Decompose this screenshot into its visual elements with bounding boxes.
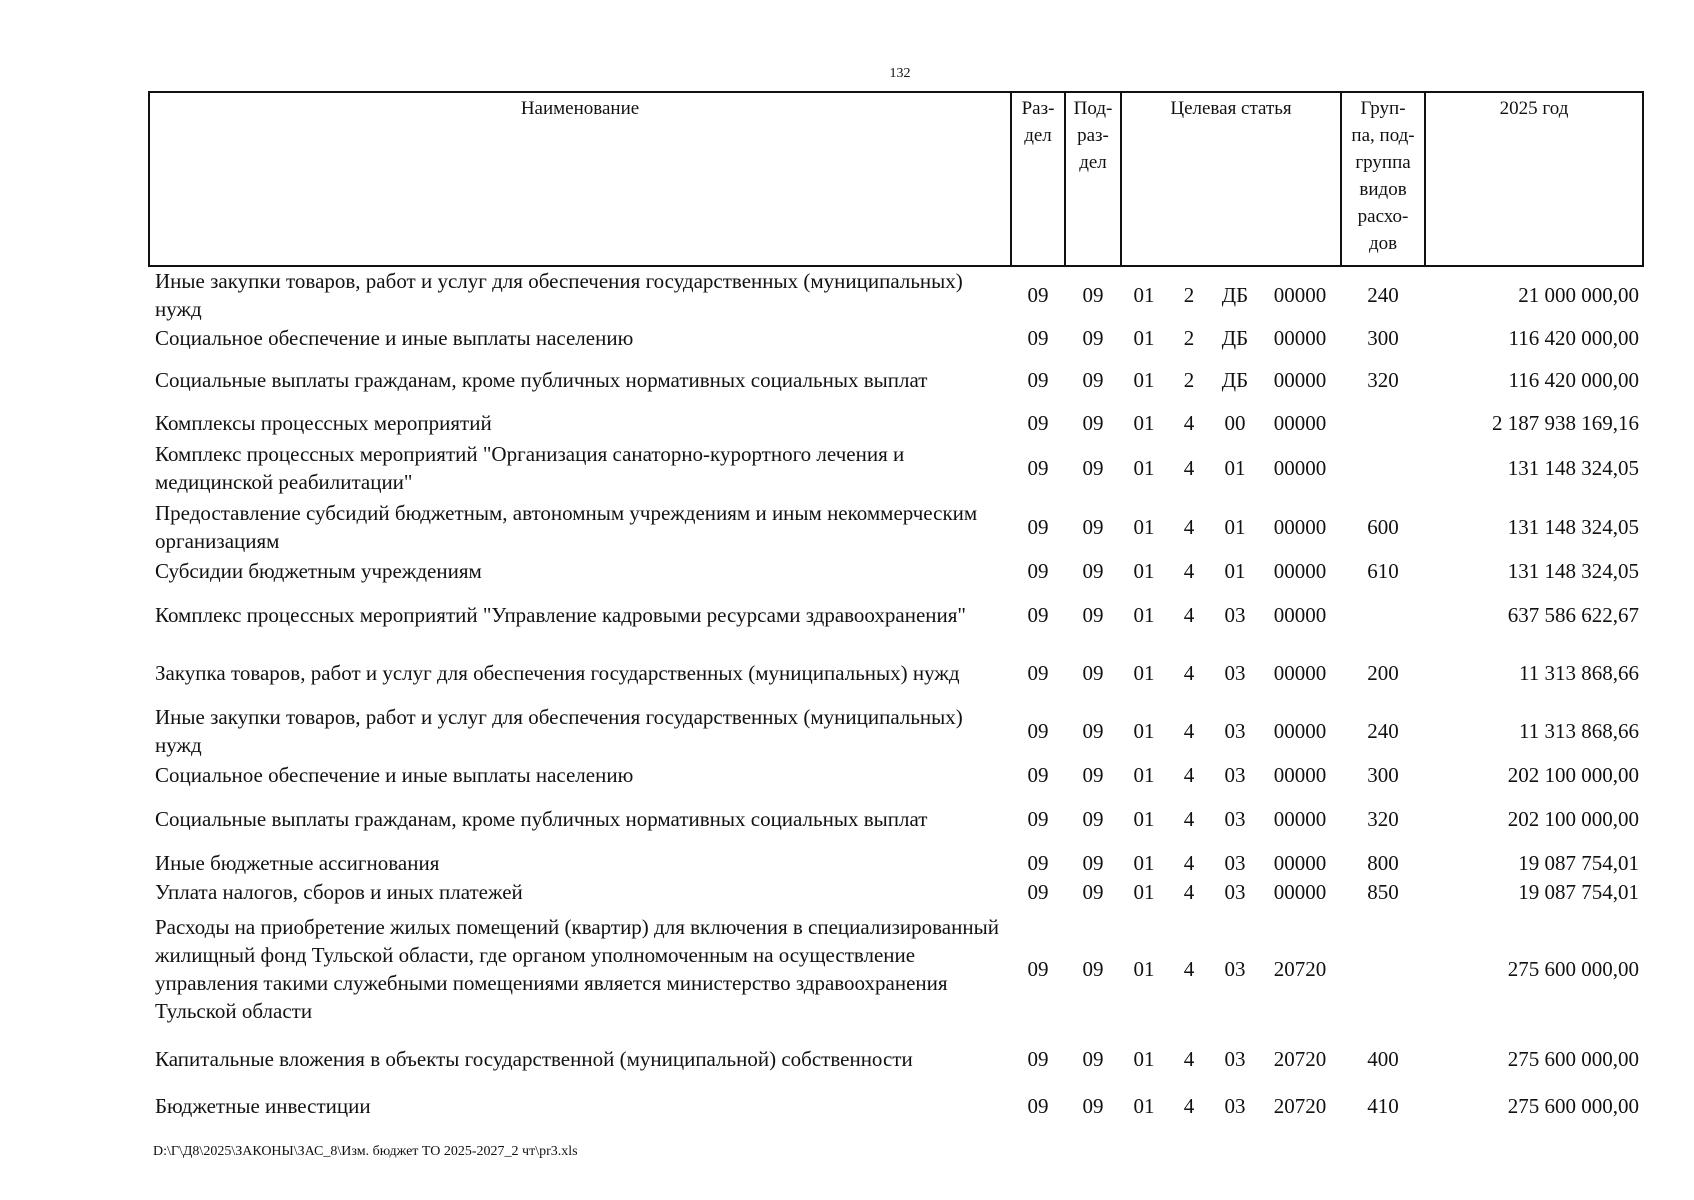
row-target-type: 4 — [1183, 603, 1195, 627]
row-target-part: 00 — [1224, 411, 1246, 435]
row-target-type: 4 — [1183, 763, 1195, 787]
row-target-direction: 00000 — [1273, 559, 1327, 583]
budget-table — [148, 91, 1644, 1126]
row-amount: 11 313 868,66 — [1519, 661, 1640, 685]
row-target-part: ДБ — [1221, 325, 1249, 350]
table-row — [149, 498, 1643, 556]
row-name: Иные закупки товаров, работ и услуг для обеспечения государственных (муниципальных) нужд — [155, 269, 963, 321]
table-row — [149, 323, 1643, 352]
row-target-part: 03 — [1224, 661, 1246, 685]
row-podrazdel: 09 — [1082, 559, 1104, 583]
row-expense-group — [1341, 906, 1425, 1032]
header-year: 2025 год — [1425, 92, 1643, 266]
table-row — [149, 266, 1643, 323]
row-target-type: 4 — [1183, 559, 1195, 583]
table-row — [149, 906, 1643, 1032]
row-target-direction: 00000 — [1273, 368, 1327, 392]
row-razdel: 09 — [1027, 559, 1049, 583]
row-expense-group: 400 — [1367, 1047, 1399, 1071]
row-target-program: 01 — [1133, 603, 1155, 627]
row-target-program: 01 — [1133, 957, 1155, 981]
row-amount: 116 420 000,00 — [1508, 325, 1640, 350]
row-target-direction: 00000 — [1273, 603, 1327, 627]
table-row — [149, 408, 1643, 438]
row-name: Субсидии бюджетным учреждениям — [155, 559, 482, 583]
row-amount: 637 586 622,67 — [1507, 603, 1640, 627]
row-name: Социальные выплаты гражданам, кроме публичных нормативных социальных выплат — [155, 807, 928, 831]
row-target-program: 01 — [1133, 807, 1155, 831]
row-target-program: 01 — [1133, 411, 1155, 435]
row-amount: 19 087 754,01 — [1518, 850, 1640, 875]
row-target-type: 2 — [1183, 325, 1195, 350]
table-row — [149, 586, 1643, 644]
row-podrazdel: 09 — [1082, 1047, 1104, 1071]
header-name: Наименование — [149, 92, 1011, 266]
row-target-part: 01 — [1224, 559, 1246, 583]
row-target-direction: 20720 — [1273, 1094, 1327, 1118]
header-target: Целевая статья — [1121, 92, 1341, 266]
row-amount: 11 313 868,66 — [1519, 719, 1640, 743]
row-expense-group: 410 — [1367, 1094, 1399, 1118]
row-target-direction: 00000 — [1273, 719, 1327, 743]
table-row — [149, 760, 1643, 790]
row-expense-group: 610 — [1367, 559, 1399, 583]
row-razdel: 09 — [1027, 603, 1049, 627]
row-target-direction: 00000 — [1273, 763, 1327, 787]
row-razdel: 09 — [1027, 850, 1049, 875]
row-target-part: 03 — [1224, 603, 1246, 627]
row-target-type: 4 — [1183, 807, 1195, 831]
row-podrazdel: 09 — [1082, 411, 1104, 435]
row-target-type: 4 — [1183, 1094, 1195, 1118]
row-name: Уплата налогов, сборов и иных платежей — [155, 879, 523, 904]
row-amount: 131 148 324,05 — [1507, 515, 1640, 539]
row-target-part: 03 — [1224, 1094, 1246, 1118]
row-target-program: 01 — [1133, 456, 1155, 480]
row-podrazdel: 09 — [1082, 850, 1104, 875]
row-target-program: 01 — [1133, 283, 1155, 307]
row-target-type: 4 — [1183, 1047, 1195, 1071]
table-row — [149, 1032, 1643, 1086]
row-target-direction: 20720 — [1273, 957, 1327, 981]
row-podrazdel: 09 — [1082, 603, 1104, 627]
row-razdel: 09 — [1027, 515, 1049, 539]
row-target-type: 4 — [1183, 957, 1195, 981]
row-name: Бюджетные инвестиции — [155, 1094, 371, 1118]
row-razdel: 09 — [1027, 456, 1049, 480]
row-amount: 19 087 754,01 — [1518, 879, 1640, 904]
row-razdel: 09 — [1027, 661, 1049, 685]
table-header-row — [149, 92, 1643, 266]
row-razdel: 09 — [1027, 1047, 1049, 1071]
row-target-direction: 00000 — [1273, 456, 1327, 480]
row-target-program: 01 — [1133, 763, 1155, 787]
row-target-type: 2 — [1183, 283, 1195, 307]
header-group — [1341, 92, 1425, 266]
row-amount: 21 000 000,00 — [1518, 283, 1640, 307]
row-target-part: ДБ — [1221, 283, 1249, 307]
row-target-part: ДБ — [1221, 368, 1249, 392]
table-row — [149, 438, 1643, 498]
row-expense-group: 240 — [1367, 719, 1399, 743]
row-amount: 202 100 000,00 — [1507, 763, 1640, 787]
row-razdel: 09 — [1027, 957, 1049, 981]
row-amount: 275 600 000,00 — [1507, 1094, 1640, 1118]
row-expense-group: 300 — [1367, 763, 1399, 787]
row-target-program: 01 — [1133, 515, 1155, 539]
row-expense-group: 600 — [1367, 515, 1399, 539]
row-target-program: 01 — [1133, 325, 1155, 350]
row-razdel: 09 — [1027, 719, 1049, 743]
header-razdel — [1011, 92, 1065, 266]
row-amount: 275 600 000,00 — [1507, 957, 1640, 981]
row-target-type: 4 — [1183, 411, 1195, 435]
row-target-part: 03 — [1224, 763, 1246, 787]
row-target-part: 01 — [1224, 456, 1246, 480]
row-name: Комплексы процессных мероприятий — [155, 411, 492, 435]
row-target-part: 03 — [1224, 1047, 1246, 1071]
row-podrazdel: 09 — [1082, 456, 1104, 480]
row-podrazdel: 09 — [1082, 368, 1104, 392]
row-target-direction: 00000 — [1273, 325, 1327, 350]
row-name: Закупка товаров, работ и услуг для обеспечения государственных (муниципальных) нужд — [155, 661, 960, 685]
row-podrazdel: 09 — [1082, 807, 1104, 831]
row-name: Социальное обеспечение и иные выплаты населению — [155, 325, 634, 350]
row-target-program: 01 — [1133, 1094, 1155, 1118]
row-target-part: 03 — [1224, 957, 1246, 981]
row-name: Комплекс процессных мероприятий "Организация санаторно-курортного лечения и медицинской реабилитации" — [155, 442, 905, 494]
row-razdel: 09 — [1027, 807, 1049, 831]
row-target-part: 03 — [1224, 850, 1246, 875]
row-target-part: 03 — [1224, 719, 1246, 743]
row-expense-group — [1341, 408, 1425, 438]
row-razdel: 09 — [1027, 368, 1049, 392]
row-expense-group: 240 — [1367, 283, 1399, 307]
table-row — [149, 352, 1643, 408]
row-podrazdel: 09 — [1082, 515, 1104, 539]
row-expense-group: 320 — [1367, 807, 1399, 831]
row-razdel: 09 — [1027, 283, 1049, 307]
row-amount: 131 148 324,05 — [1507, 456, 1640, 480]
row-target-program: 01 — [1133, 559, 1155, 583]
row-target-type: 4 — [1183, 661, 1195, 685]
row-target-program: 01 — [1133, 879, 1155, 904]
row-amount: 275 600 000,00 — [1507, 1047, 1640, 1071]
table-row — [149, 702, 1643, 760]
row-amount: 2 187 938 169,16 — [1492, 411, 1640, 435]
header-group-text: Груп- па, под- группа видов расхо- дов — [1351, 98, 1415, 254]
row-podrazdel: 09 — [1082, 763, 1104, 787]
row-razdel: 09 — [1027, 879, 1049, 904]
table-row — [149, 1086, 1643, 1126]
table-row — [149, 877, 1643, 906]
row-podrazdel: 09 — [1082, 661, 1104, 685]
row-target-direction: 00000 — [1273, 850, 1327, 875]
row-name: Предоставление субсидий бюджетным, автономным учреждениям и иным некоммерческим организациям — [155, 501, 978, 553]
row-amount: 116 420 000,00 — [1508, 368, 1640, 392]
row-podrazdel: 09 — [1082, 957, 1104, 981]
row-razdel: 09 — [1027, 325, 1049, 350]
row-name: Иные бюджетные ассигнования — [155, 850, 440, 875]
row-target-direction: 00000 — [1273, 515, 1327, 539]
footer-file-path: D:\Г\Д8\2025\ЗАКОНЫ\ЗАС_8\Изм. бюджет ТО 2025-2027_2 чт\pr3.xls — [153, 1144, 578, 1159]
header-podrazdel — [1065, 92, 1121, 266]
row-podrazdel: 09 — [1082, 719, 1104, 743]
row-expense-group — [1341, 586, 1425, 644]
row-target-program: 01 — [1133, 850, 1155, 875]
row-podrazdel: 09 — [1082, 879, 1104, 904]
table-row — [149, 644, 1643, 702]
row-target-part: 03 — [1224, 879, 1246, 904]
row-name: Комплекс процессных мероприятий "Управление кадровыми ресурсами здравоохранения" — [155, 603, 967, 627]
row-target-direction: 00000 — [1273, 411, 1327, 435]
row-expense-group — [1341, 438, 1425, 498]
row-razdel: 09 — [1027, 763, 1049, 787]
row-target-direction: 00000 — [1273, 661, 1327, 685]
row-podrazdel: 09 — [1082, 1094, 1104, 1118]
row-podrazdel: 09 — [1082, 283, 1104, 307]
row-target-type: 4 — [1183, 719, 1195, 743]
row-target-direction: 00000 — [1273, 807, 1327, 831]
row-target-program: 01 — [1133, 719, 1155, 743]
row-expense-group: 800 — [1367, 850, 1399, 875]
row-target-part: 03 — [1224, 807, 1246, 831]
row-name: Расходы на приобретение жилых помещений (квартир) для включения в специализированный жилищный фонд Тульской области, где органом уполномоченным на осуществление управления такими служебными помещениями является министерство здравоохранения Тульской области — [155, 915, 999, 1023]
header-razdel-text: Раз- дел — [1021, 98, 1055, 146]
table-row — [149, 848, 1643, 877]
table-row — [149, 790, 1643, 848]
row-name: Иные закупки товаров, работ и услуг для обеспечения государственных (муниципальных) нужд — [155, 705, 963, 757]
row-expense-group: 300 — [1367, 325, 1399, 350]
row-target-direction: 00000 — [1273, 879, 1327, 904]
row-razdel: 09 — [1027, 411, 1049, 435]
row-amount: 202 100 000,00 — [1507, 807, 1640, 831]
row-target-type: 2 — [1183, 368, 1195, 392]
row-target-type: 4 — [1183, 879, 1195, 904]
header-podrazdel-text: Под- раз- дел — [1073, 98, 1113, 173]
row-target-program: 01 — [1133, 661, 1155, 685]
row-name: Социальные выплаты гражданам, кроме публичных нормативных социальных выплат — [155, 368, 928, 392]
row-target-part: 01 — [1224, 515, 1246, 539]
table-row — [149, 556, 1643, 586]
row-amount: 131 148 324,05 — [1507, 559, 1640, 583]
row-expense-group: 850 — [1367, 879, 1399, 904]
row-target-direction: 20720 — [1273, 1047, 1327, 1071]
row-target-program: 01 — [1133, 1047, 1155, 1071]
row-target-type: 4 — [1183, 850, 1195, 875]
row-name: Капитальные вложения в объекты государственной (муниципальной) собственности — [155, 1047, 913, 1071]
page-number: 132 — [889, 66, 911, 81]
row-target-type: 4 — [1183, 515, 1195, 539]
row-target-direction: 00000 — [1273, 283, 1327, 307]
row-name: Социальное обеспечение и иные выплаты населению — [155, 763, 634, 787]
row-expense-group: 200 — [1367, 661, 1399, 685]
row-target-program: 01 — [1133, 368, 1155, 392]
row-expense-group: 320 — [1367, 368, 1399, 392]
row-podrazdel: 09 — [1082, 325, 1104, 350]
row-target-type: 4 — [1183, 456, 1195, 480]
row-razdel: 09 — [1027, 1094, 1049, 1118]
